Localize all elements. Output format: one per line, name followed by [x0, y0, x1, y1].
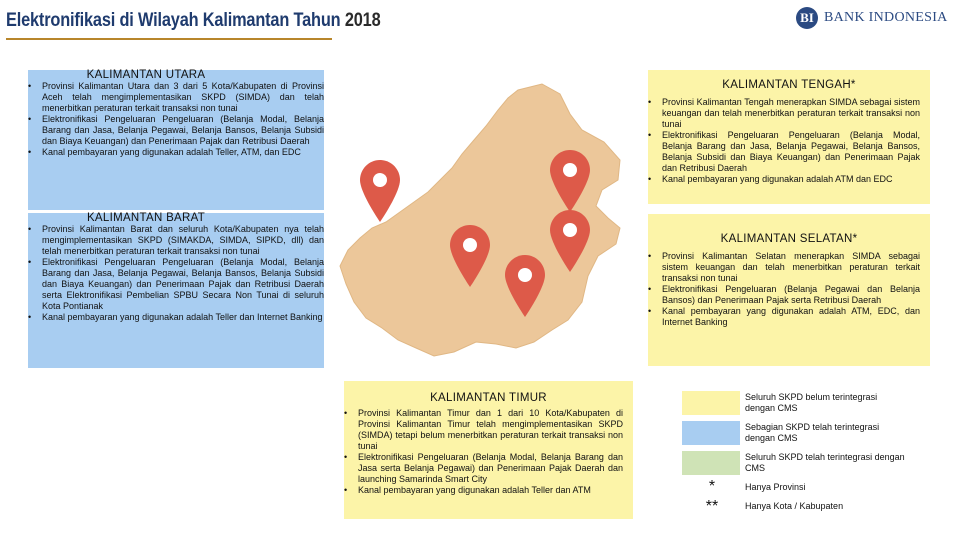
region-card-kalimantan-timur [344, 381, 633, 519]
list-item: • Kanal pembayaran yang digunakan adalah ATM dan EDC [662, 174, 920, 185]
list-item: • Kanal pembayaran yang digunakan adalah Teller dan Internet Banking [42, 312, 324, 323]
header-bar [0, 0, 960, 44]
location-pin-icon [360, 160, 400, 222]
region-bullet-list [648, 251, 930, 328]
list-item: • Elektronifikasi Pengeluaran (Belanja Modal, Belanja Barang dan Jasa serta Belanja Pegawai) dan Penerimaan Pajak Daerah dan launching Samarinda Smart City [358, 452, 623, 485]
list-item: • Provinsi Kalimantan Tengah menerapkan SIMDA sebagai sistem keuangan dan telah menerbitkan peraturan terkait transaksi non tunai [662, 97, 920, 130]
legend-swatch-blue [682, 421, 740, 445]
legend-label: Hanya Provinsi [745, 482, 806, 492]
legend-swatch-green [682, 451, 740, 475]
list-item: • Provinsi Kalimantan Utara dan 3 dari 5 Kota/Kabupaten di Provinsi Aceh telah mengimplementasikan SKPD (SIMDA) dan telah menerbitkan peraturan terkait transaksi non tunai [42, 81, 324, 114]
list-item: • Provinsi Kalimantan Barat dan seluruh Kota/Kabupaten nya telah mengimplementasikan SKPD (SIMAKDA, SIMDA, SIPKD, dll) dan telah menerbitkan peraturan terkait transaksi non tunai [42, 224, 324, 257]
legend-label: Hanya Kota / Kabupaten [745, 501, 844, 511]
list-item: • Provinsi Kalimantan Timur dan 1 dari 10 Kota/Kabupaten di Provinsi Kalimantan Timur telah mengimplementasikan SKPD (SIMDA) tetapi belum menerbitkan peraturan terkait transaksi non tunai [358, 408, 623, 452]
list-item: • Kanal pembayaran yang digunakan adalah ATM, EDC, dan Internet Banking [662, 306, 920, 328]
region-title: KALIMANTAN UTARA [86, 69, 206, 81]
region-title: KALIMANTAN TENGAH* [722, 79, 856, 91]
page-title-main: Elektronifikasi di Wilayah Kalimantan Tahun [6, 10, 345, 31]
list-item: • Kanal pembayaran yang digunakan adalah Teller dan ATM [358, 485, 623, 496]
logo-text: BANK INDONESIA [824, 10, 948, 25]
legend-label: Seluruh SKPD belum terintegrasi dengan CMS [745, 392, 878, 413]
kalimantan-map [320, 80, 660, 380]
region-card-kalimantan-selatan [648, 214, 930, 366]
region-title: KALIMANTAN BARAT [86, 212, 206, 224]
list-item: • Elektronifikasi Pengeluaran (Belanja Pegawai dan Belanja Bansos) dan Penerimaan Pajak serta Retribusi Daerah [662, 284, 920, 306]
title-underline [6, 38, 332, 40]
region-bullet-list [28, 224, 324, 323]
region-bullet-list [28, 81, 324, 158]
legend-swatch-yellow [682, 391, 740, 415]
bank-indonesia-logo [796, 6, 948, 30]
region-bullet-list [648, 97, 930, 185]
region-card-kalimantan-tengah [648, 70, 930, 204]
page-title [6, 10, 381, 32]
list-item: • Provinsi Kalimantan Selatan menerapkan SIMDA sebagai sistem keuangan dan telah menerbitkan peraturan terkait transaksi non tunai [662, 251, 920, 284]
list-item: • Elektronifikasi Pengeluaran Pengeluaran (Belanja Modal, Belanja Barang dan Jasa, Belanja Pegawai, Belanja Bansos, Belanja Subsidi dan Biaya Keuangan) dan Penerimaan Pajak dan Retribusi Daerah [42, 114, 324, 147]
list-item: • Kanal pembayaran yang digunakan adalah Teller, ATM, dan EDC [42, 147, 324, 158]
region-bullet-list [344, 408, 633, 496]
legend-label: Seluruh SKPD telah terintegrasi dengan CMS [745, 452, 905, 473]
region-card-kalimantan-utara [28, 70, 324, 210]
list-item: • Elektronifikasi Pengeluaran Pengeluaran (Belanja Modal, Belanja Barang dan Jasa, Belanja Pegawai, Belanja Bansos, Belanja Subsidi dan Biaya Keuangan) dan Penerimaan Pajak dan Retribusi Daerah serta Elektronifikasi Pembelian SPBU Secara Non Tunai di seluruh Kota Pontianak [42, 257, 324, 312]
page-title-year: 2018 [344, 10, 381, 31]
region-title: KALIMANTAN SELATAN* [720, 233, 858, 245]
legend-symbol-double-asterisk: ** [705, 498, 719, 515]
list-item: • Elektronifikasi Pengeluaran Pengeluaran (Belanja Modal, Belanja Barang dan Jasa, Belanja Pegawai, Belanja Bansos, Belanja Subsidi dan Biaya Keuangan) dan Penerimaan Pajak dan Retribusi Daerah [662, 130, 920, 174]
legend-symbol-single-asterisk: * [708, 478, 716, 495]
legend-label: Sebagian SKPD telah terintegrasi dengan CMS [745, 422, 880, 443]
region-title: KALIMANTAN TIMUR [430, 392, 547, 404]
region-card-kalimantan-barat [28, 213, 324, 368]
bi-emblem-icon: BI [796, 7, 818, 29]
